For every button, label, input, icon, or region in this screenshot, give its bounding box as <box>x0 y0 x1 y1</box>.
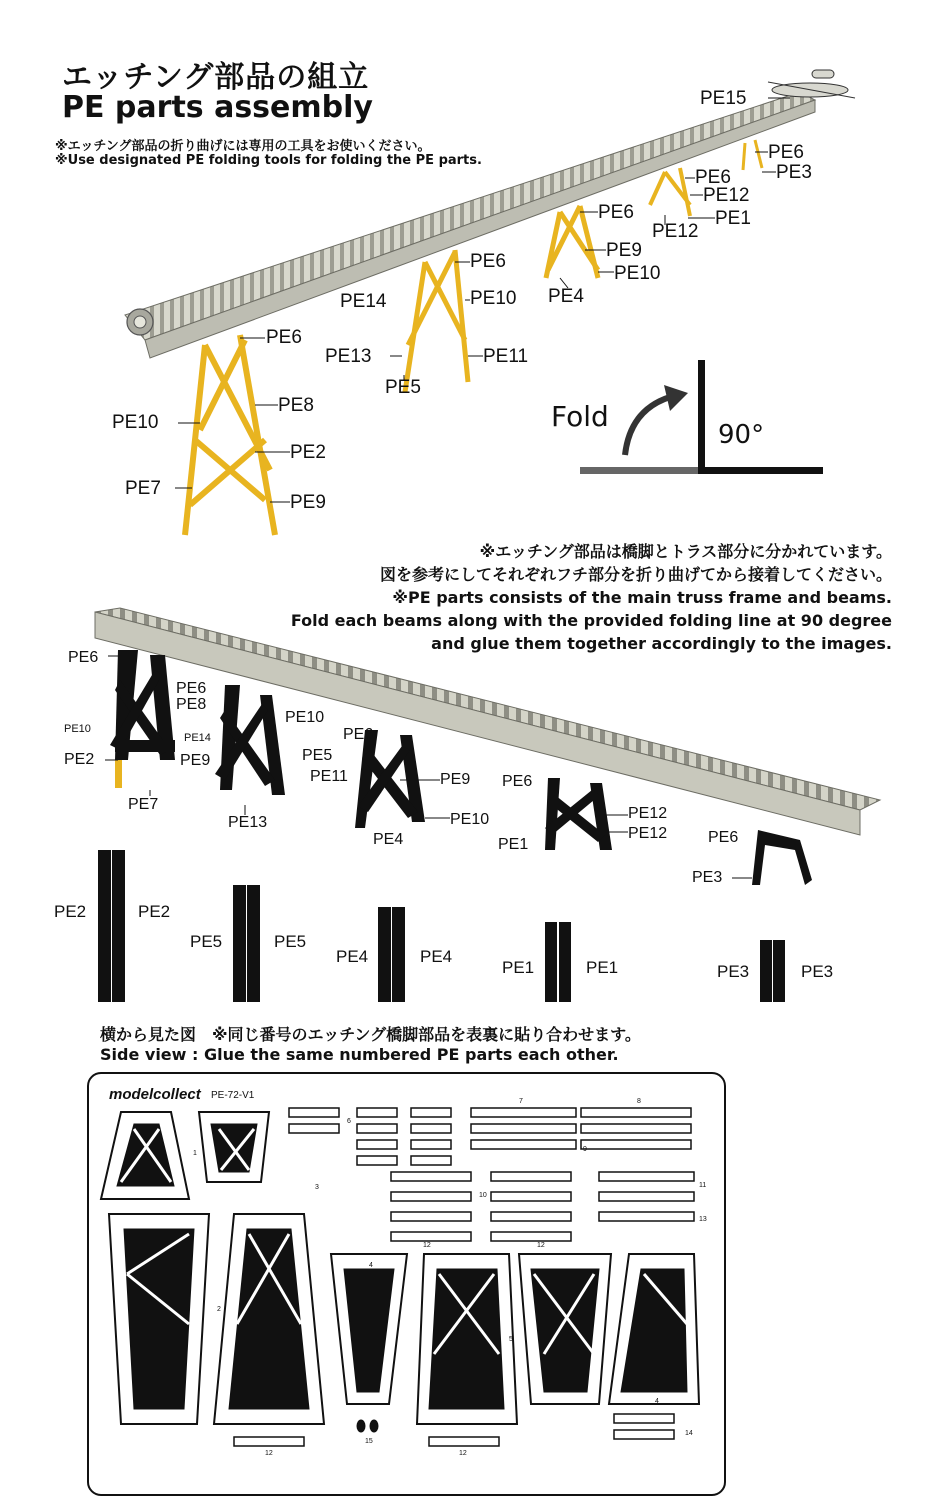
bridge-deck <box>125 92 815 358</box>
strip-pe5-left-label: PE5 <box>190 932 223 951</box>
truss-black-2 <box>215 685 285 795</box>
callout-pe14: PE14 <box>340 291 387 312</box>
fret-number-7: 7 <box>519 1098 523 1105</box>
fret-number-15: 15 <box>365 1438 373 1445</box>
fold-arrow-icon <box>625 397 670 455</box>
assembly-note-en-3: and glue them together accordingly to the images. <box>431 634 892 653</box>
fret-number-4b: 4 <box>655 1398 659 1405</box>
callout-pe12: PE12 <box>628 805 668 822</box>
callout-pe5: PE5 <box>302 747 333 764</box>
fret-number-3: 3 <box>315 1184 319 1191</box>
callout-pe3: PE3 <box>776 162 812 183</box>
callout-pe2: PE2 <box>290 442 326 463</box>
fret-number-1: 1 <box>193 1150 197 1157</box>
callout-pe6: PE6 <box>266 327 302 348</box>
truss-black-5 <box>752 830 812 885</box>
truss-third <box>546 206 598 278</box>
fret-number-14: 14 <box>685 1430 693 1437</box>
callout-pe7: PE7 <box>128 796 159 813</box>
truss-black-4 <box>545 778 612 850</box>
mid-bridge-illustration <box>0 600 937 900</box>
callout-pe6: PE6 <box>598 202 634 223</box>
callout-pe13: PE13 <box>228 814 268 831</box>
fret-number-12: 12 <box>423 1242 431 1249</box>
bridge-deck-mid <box>95 608 880 835</box>
fret-number-10: 10 <box>479 1192 487 1199</box>
callout-pe1: PE1 <box>715 208 751 229</box>
callout-pe10: PE10 <box>64 723 91 735</box>
callout-pe6: PE6 <box>176 680 207 697</box>
strip-pe4 <box>378 907 405 1002</box>
v1-missile <box>768 70 855 98</box>
callout-pe7: PE7 <box>125 478 161 499</box>
callout-pe6: PE6 <box>68 649 99 666</box>
callout-pe1: PE1 <box>498 836 529 853</box>
fret-number-8: 8 <box>637 1098 641 1105</box>
callout-pe4: PE4 <box>373 831 404 848</box>
strip-pe3-left-label: PE3 <box>717 962 750 981</box>
strip-pe5-right-label: PE5 <box>274 932 307 951</box>
assembly-note-en-1: ※PE parts consists of the main truss frame and beams. <box>392 588 892 607</box>
callout-pe6: PE6 <box>708 829 739 846</box>
callout-pe8: PE8 <box>176 696 207 713</box>
fret-code: PE-72-V1 <box>211 1090 255 1101</box>
title-english: PE parts assembly <box>62 90 373 125</box>
callout-pe9: PE9 <box>180 752 211 769</box>
callout-pe8: PE8 <box>278 395 314 416</box>
strip-pe3 <box>760 940 785 1002</box>
callout-pe6: PE6 <box>768 142 804 163</box>
callout-pe3: PE3 <box>692 869 723 886</box>
callout-pe14: PE14 <box>184 732 211 744</box>
callout-pe9: PE9 <box>440 771 471 788</box>
callout-pe10: PE10 <box>112 412 159 433</box>
side-view-jp: 横から見た図 ※同じ番号のエッチング橋脚部品を表裏に貼り合わせます。 <box>100 1025 641 1044</box>
fret-number-12c: 12 <box>265 1450 273 1457</box>
truss-fourth <box>650 168 690 216</box>
callout-pe12: PE12 <box>652 221 699 242</box>
callout-pe6: PE6 <box>695 167 731 188</box>
callout-pe11: PE11 <box>310 768 348 785</box>
strip-pe2 <box>98 850 125 1002</box>
callout-pe6: PE6 <box>502 773 533 790</box>
callout-pe11: PE11 <box>483 346 529 367</box>
fret-parts <box>89 1074 724 1494</box>
callout-pe13: PE13 <box>325 346 372 367</box>
strip-pe1-left-label: PE1 <box>502 958 535 977</box>
strip-pe2-right-label: PE2 <box>138 902 171 921</box>
note-tools-en: ※Use designated PE folding tools for folding the PE parts. <box>55 153 482 168</box>
fold-label: Fold <box>551 400 609 433</box>
callout-pe2: PE2 <box>64 751 95 768</box>
fret-number-2: 2 <box>217 1306 221 1313</box>
strip-pe4-left-label: PE4 <box>336 947 369 966</box>
truss-black-1 <box>110 650 175 760</box>
side-view-en: Side view : Glue the same numbered PE parts each other. <box>100 1045 619 1064</box>
truss-black-3 <box>355 730 425 828</box>
fret-number-4: 4 <box>369 1262 373 1269</box>
callout-pe9: PE9 <box>290 492 326 513</box>
assembly-note-en-2: Fold each beams along with the provided folding line at 90 degree <box>290 611 892 630</box>
strip-pe5 <box>233 885 260 1002</box>
callout-pe5: PE5 <box>385 377 421 398</box>
fret-number-6: 6 <box>347 1118 351 1125</box>
truss-second <box>405 250 468 392</box>
strip-pe1-right-label: PE1 <box>586 958 619 977</box>
fret-number-13: 13 <box>699 1216 707 1223</box>
fret-number-11: 11 <box>699 1182 707 1189</box>
assembly-note-jp-2: 図を参考にしてそれぞれフチ部分を折り曲げてから接着してください。 <box>379 565 892 584</box>
truss-fifth <box>743 140 762 170</box>
callout-pe10: PE10 <box>470 288 517 309</box>
assembly-note-jp-1: ※エッチング部品は橋脚とトラス部分に分かれています。 <box>479 542 892 561</box>
fret-brand: modelcollect <box>109 1086 201 1103</box>
callout-pe9: PE9 <box>606 240 642 261</box>
strip-pe3-right-label: PE3 <box>801 962 834 981</box>
callout-pe6: PE6 <box>470 251 506 272</box>
fold-angle: 90° <box>718 420 765 450</box>
callout-pe10: PE10 <box>614 263 661 284</box>
fret-number-12b: 12 <box>537 1242 545 1249</box>
callout-pe4: PE4 <box>548 286 584 307</box>
title-japanese: エッチング部品の組立 <box>62 60 370 95</box>
callout-pe10: PE10 <box>450 811 490 828</box>
callout-pe12: PE12 <box>628 825 668 842</box>
strip-pe2-left-label: PE2 <box>54 902 87 921</box>
strip-pe1 <box>545 922 571 1002</box>
truss-large <box>185 335 275 535</box>
callout-pe12: PE12 <box>703 185 750 206</box>
callout-pe10: PE10 <box>285 709 325 726</box>
strip-pe4-right-label: PE4 <box>420 947 453 966</box>
fret-number-5: 5 <box>509 1336 513 1343</box>
note-tools-jp: ※エッチング部品の折り曲げには専用の工具をお使いください。 <box>55 139 431 154</box>
callout-pe6: PE6 <box>343 726 374 743</box>
callout-pe15: PE15 <box>700 88 747 109</box>
fret-number-9: 9 <box>583 1146 587 1153</box>
fold-diagram <box>570 355 830 485</box>
fret-number-12d: 12 <box>459 1450 467 1457</box>
pe-fret-sheet <box>87 1072 726 1496</box>
